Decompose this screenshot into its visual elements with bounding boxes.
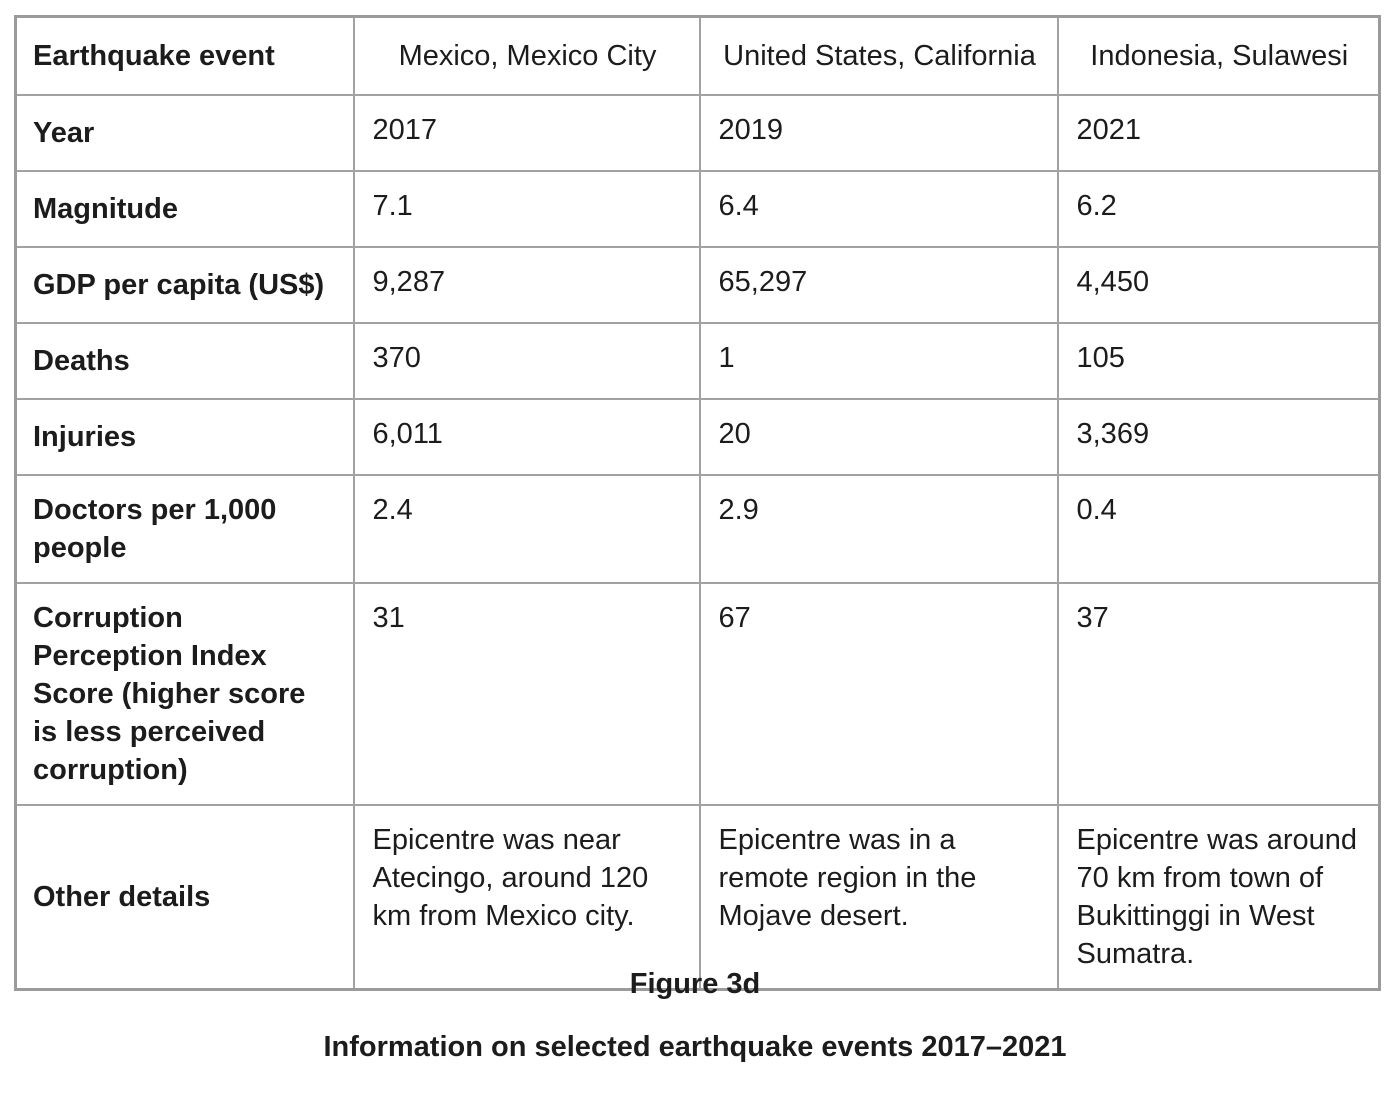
injuries-united-states: 20 bbox=[700, 399, 1058, 475]
figure-label: Figure 3d bbox=[629, 968, 761, 1000]
magnitude-mexico: 7.1 bbox=[354, 171, 700, 247]
magnitude-indonesia: 6.2 bbox=[1058, 171, 1380, 247]
header-united-states: United States, California bbox=[700, 17, 1058, 95]
header-mexico: Mexico, Mexico City bbox=[354, 17, 700, 95]
magnitude-united-states: 6.4 bbox=[700, 171, 1058, 247]
doctors-mexico: 2.4 bbox=[354, 475, 700, 583]
gdp-mexico: 9,287 bbox=[354, 247, 700, 323]
row-label-corruption: Corruption Perception Index Score (higher score is less perceived corruption) bbox=[16, 583, 354, 805]
table-row-year bbox=[16, 95, 1380, 171]
deaths-mexico: 370 bbox=[354, 323, 700, 399]
row-label-magnitude: Magnitude bbox=[16, 171, 354, 247]
table-row-gdp bbox=[16, 247, 1380, 323]
gdp-united-states: 65,297 bbox=[700, 247, 1058, 323]
corruption-indonesia: 37 bbox=[1058, 583, 1380, 805]
deaths-indonesia: 105 bbox=[1058, 323, 1380, 399]
year-indonesia: 2021 bbox=[1058, 95, 1380, 171]
table-header-row bbox=[16, 17, 1380, 95]
injuries-indonesia: 3,369 bbox=[1058, 399, 1380, 475]
earthquake-table bbox=[14, 15, 1381, 991]
year-united-states: 2019 bbox=[700, 95, 1058, 171]
corruption-mexico: 31 bbox=[354, 583, 700, 805]
figure-captions bbox=[0, 932, 1390, 1066]
row-label-gdp: GDP per capita (US$) bbox=[16, 247, 354, 323]
other-details-united-states: Epicentre was in a remote region in the Mojave desert. bbox=[700, 805, 1058, 990]
row-label-other-details: Other details bbox=[16, 805, 354, 990]
year-mexico: 2017 bbox=[354, 95, 700, 171]
other-details-mexico: Epicentre was near Atecingo, around 120 km from Mexico city. bbox=[354, 805, 700, 990]
deaths-united-states: 1 bbox=[700, 323, 1058, 399]
table-row-doctors bbox=[16, 475, 1380, 583]
row-label-year: Year bbox=[16, 95, 354, 171]
table-row-injuries bbox=[16, 399, 1380, 475]
gdp-indonesia: 4,450 bbox=[1058, 247, 1380, 323]
corruption-united-states: 67 bbox=[700, 583, 1058, 805]
other-details-indonesia: Epicentre was around 70 km from town of Bukittinggi in West Sumatra. bbox=[1058, 805, 1380, 990]
header-indonesia: Indonesia, Sulawesi bbox=[1058, 17, 1380, 95]
doctors-indonesia: 0.4 bbox=[1058, 475, 1380, 583]
row-label-injuries: Injuries bbox=[16, 399, 354, 475]
table-row-corruption bbox=[16, 583, 1380, 805]
header-earthquake-event: Earthquake event bbox=[16, 17, 354, 95]
figure-title: Information on selected earthquake events 2017–2021 bbox=[323, 1031, 1067, 1063]
row-label-deaths: Deaths bbox=[16, 323, 354, 399]
injuries-mexico: 6,011 bbox=[354, 399, 700, 475]
table-row-magnitude bbox=[16, 171, 1380, 247]
row-label-doctors: Doctors per 1,000 people bbox=[16, 475, 354, 583]
table-row-deaths bbox=[16, 323, 1380, 399]
doctors-united-states: 2.9 bbox=[700, 475, 1058, 583]
